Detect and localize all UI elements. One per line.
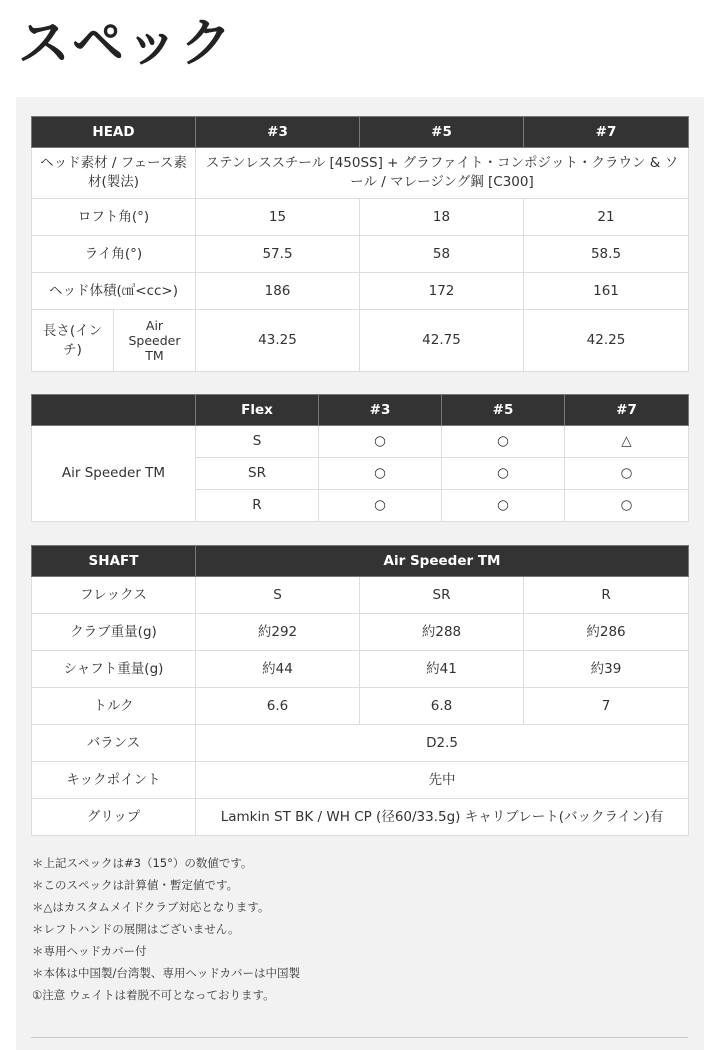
row-sub-label: Air Speeder TM [114, 310, 196, 372]
row-label: キックポイント [32, 762, 196, 799]
cell-value: 約286 [524, 614, 689, 651]
material-value: ステンレススチール [450SS] + グラファイト・コンポジット・クラウン & ソール / マレージング鋼 [C300] [196, 148, 689, 199]
availability-cell: △ [565, 426, 689, 458]
table-row [32, 688, 689, 725]
cell-value: 先中 [196, 762, 689, 799]
divider [31, 1037, 688, 1038]
availability-cell: ○ [319, 490, 442, 522]
head-spec-table [31, 116, 689, 372]
row-label: グリップ [32, 799, 196, 836]
header-cell: HEAD [32, 117, 196, 148]
cell-value: 約39 [524, 651, 689, 688]
table-row [32, 310, 689, 372]
table-row [32, 577, 689, 614]
row-label: フレックス [32, 577, 196, 614]
note-item: ＊専用ヘッドカバー付 [32, 944, 147, 958]
cell-value: 58.5 [524, 236, 689, 273]
row-label: 長さ(インチ) [32, 310, 114, 372]
page-title: スペック [18, 14, 235, 74]
row-label: クラブ重量(g) [32, 614, 196, 651]
cell-value: 約292 [196, 614, 360, 651]
cell-value: 58 [360, 236, 524, 273]
table-row [32, 426, 689, 458]
row-label: シャフト重量(g) [32, 651, 196, 688]
flex-cell: R [196, 490, 319, 522]
availability-cell: ○ [442, 426, 565, 458]
note-item: ①注意 ウェイトは着脱不可となっております。 [32, 988, 275, 1002]
availability-cell: ○ [565, 458, 689, 490]
cell-value: SR [360, 577, 524, 614]
flex-table-header-row [32, 395, 689, 426]
cell-value: R [524, 577, 689, 614]
availability-cell: ○ [319, 426, 442, 458]
header-cell: #3 [319, 395, 442, 426]
cell-value: 42.75 [360, 310, 524, 372]
row-label: トルク [32, 688, 196, 725]
cell-value: 42.25 [524, 310, 689, 372]
header-cell [32, 395, 196, 426]
shaft-table-header-row [32, 546, 689, 577]
table-row [32, 725, 689, 762]
cell-value: 57.5 [196, 236, 360, 273]
cell-value: 6.8 [360, 688, 524, 725]
cell-value: 約41 [360, 651, 524, 688]
flex-cell: SR [196, 458, 319, 490]
cell-value: 約288 [360, 614, 524, 651]
table-row [32, 199, 689, 236]
note-item: ＊レフトハンドの展開はございません。 [32, 922, 240, 936]
spec-notes [32, 852, 692, 1006]
table-row [32, 236, 689, 273]
head-table-header-row [32, 117, 689, 148]
header-cell: #5 [442, 395, 565, 426]
table-row [32, 651, 689, 688]
note-item: ＊△はカスタムメイドクラブ対応となります。 [32, 900, 270, 914]
cell-value: 43.25 [196, 310, 360, 372]
cell-value: 約44 [196, 651, 360, 688]
header-cell: #7 [524, 117, 689, 148]
availability-cell: ○ [319, 458, 442, 490]
cell-value: 6.6 [196, 688, 360, 725]
header-cell: SHAFT [32, 546, 196, 577]
cell-value: 161 [524, 273, 689, 310]
cell-value: D2.5 [196, 725, 689, 762]
shaft-name-cell: Air Speeder TM [32, 426, 196, 522]
header-cell: Flex [196, 395, 319, 426]
flex-cell: S [196, 426, 319, 458]
cell-value: 21 [524, 199, 689, 236]
cell-value: 172 [360, 273, 524, 310]
table-row [32, 762, 689, 799]
row-label: ヘッド素材 / フェース素材(製法) [32, 148, 196, 199]
table-row [32, 148, 689, 199]
note-item: ＊このスペックは計算値・暫定値です。 [32, 878, 239, 892]
cell-value: 15 [196, 199, 360, 236]
cell-value: 186 [196, 273, 360, 310]
row-label: バランス [32, 725, 196, 762]
cell-value: 18 [360, 199, 524, 236]
shaft-spec-table [31, 545, 689, 836]
header-cell: Air Speeder TM [196, 546, 689, 577]
row-label: ヘッド体積(㎤<cc>) [32, 273, 196, 310]
table-row [32, 614, 689, 651]
header-cell: #7 [565, 395, 689, 426]
cell-value: S [196, 577, 360, 614]
note-item: ＊本体は中国製/台湾製、専用ヘッドカバーは中国製 [32, 966, 301, 980]
note-item: ＊上記スペックは#3（15°）の数値です。 [32, 856, 253, 870]
availability-cell: ○ [565, 490, 689, 522]
row-label: ライ角(°) [32, 236, 196, 273]
table-row [32, 273, 689, 310]
availability-cell: ○ [442, 490, 565, 522]
row-label: ロフト角(°) [32, 199, 196, 236]
header-cell: #3 [196, 117, 360, 148]
flex-availability-table [31, 394, 689, 522]
header-cell: #5 [360, 117, 524, 148]
table-row [32, 799, 689, 836]
availability-cell: ○ [442, 458, 565, 490]
cell-value: 7 [524, 688, 689, 725]
cell-value: Lamkin ST BK / WH CP (径60/33.5g) キャリブレート(バックライン)有 [196, 799, 689, 836]
